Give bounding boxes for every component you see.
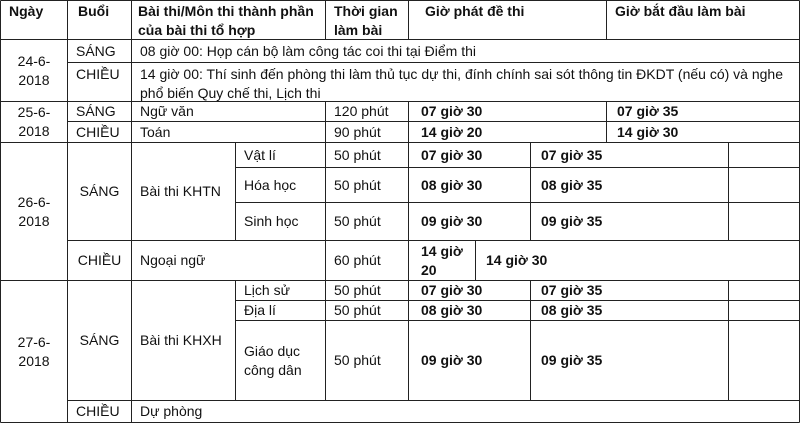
header-thoi-gian: Thời gian làm bài: [334, 3, 398, 38]
subject-toan: Toán: [140, 123, 171, 140]
hand-out-time: 08 giờ 30: [421, 302, 483, 318]
start-time: 07 giờ 35: [617, 103, 679, 119]
subject-giao-duc-cong-dan: Giáo dục công dân: [244, 342, 302, 378]
duration: 50 phút: [334, 213, 381, 229]
subject-ngu-van: Ngữ văn: [140, 103, 194, 119]
duration: 50 phút: [334, 282, 381, 298]
start-time: 08 giờ 35: [541, 176, 603, 193]
header-bai-thi: Bài thi/Môn thi thành phần của bài thi tổ hợp: [138, 3, 314, 38]
header-buoi: Buổi: [78, 3, 110, 19]
start-time: 07 giờ 35: [541, 146, 603, 163]
duration: 50 phút: [334, 176, 381, 193]
date-27-6-2018: 27-6-2018: [17, 333, 51, 369]
start-time: 08 giờ 35: [541, 302, 603, 318]
hand-out-time: 07 giờ 30: [421, 103, 483, 119]
start-time: 09 giờ 35: [541, 352, 603, 368]
subject-du-phong: Dự phòng: [140, 403, 203, 419]
session-chieu: CHIỀU: [77, 252, 122, 268]
hand-out-time: 09 giờ 30: [421, 352, 483, 368]
duration: 50 phút: [334, 302, 381, 318]
subject-vat-li: Vật lí: [244, 146, 276, 163]
session-chieu: CHIỀU: [76, 123, 120, 140]
header-ngay: Ngày: [9, 3, 44, 19]
duration: 120 phút: [334, 103, 389, 119]
hand-out-time: 14 giờ 20: [421, 242, 463, 278]
subject-dia-li: Địa lí: [244, 302, 276, 318]
session-chieu: CHIỀU: [76, 66, 120, 82]
start-time: 09 giờ 35: [541, 213, 603, 229]
exam-khtn: Bài thi KHTN: [140, 183, 221, 199]
duration: 90 phút: [334, 123, 381, 140]
date-24-6-2018: 24-6-2018: [17, 52, 51, 88]
note-thu-tuc-du-thi: 14 giờ 00: Thí sinh đến phòng thi làm thủ tục dự thi, đính chính sai sót thông tin ĐKDT (nếu có) và nghe phổ biến Quy chế thi, Lịch thi: [140, 66, 783, 101]
session-chieu: CHIỀU: [76, 403, 120, 419]
session-sang: SÁNG: [79, 332, 120, 348]
hand-out-time: 07 giờ 30: [421, 282, 483, 298]
subject-sinh-hoc: Sinh học: [244, 213, 299, 229]
exam-khxh: Bài thi KHXH: [140, 332, 222, 348]
note-hop-can-bo: 08 giờ 00: Họp cán bộ làm công tác coi thi tại Điểm thi: [140, 42, 477, 59]
start-time: 14 giờ 30: [486, 252, 548, 268]
subject-ngoai-ngu: Ngoại ngữ: [140, 252, 206, 268]
start-time: 07 giờ 35: [541, 282, 603, 298]
hand-out-time: 07 giờ 30: [421, 146, 483, 163]
hand-out-time: 14 giờ 20: [421, 123, 483, 140]
subject-hoa-hoc: Hóa học: [244, 176, 297, 193]
duration: 50 phút: [334, 352, 381, 368]
session-sang: SÁNG: [76, 103, 116, 119]
subject-lich-su: Lịch sử: [244, 282, 290, 298]
date-26-6-2018: 26-6-2018: [17, 193, 51, 229]
header-gio-phat-de: Giờ phát đề thi: [425, 3, 525, 19]
hand-out-time: 08 giờ 30: [421, 176, 483, 193]
date-25-6-2018: 25-6-2018: [17, 104, 51, 139]
hand-out-time: 09 giờ 30: [421, 213, 483, 229]
duration: 60 phút: [334, 252, 381, 268]
session-sang: SÁNG: [79, 183, 120, 199]
start-time: 14 giờ 30: [617, 123, 679, 140]
session-sang: SÁNG: [76, 42, 116, 59]
header-gio-bat-dau: Giờ bắt đầu làm bài: [615, 3, 746, 19]
duration: 50 phút: [334, 146, 381, 163]
